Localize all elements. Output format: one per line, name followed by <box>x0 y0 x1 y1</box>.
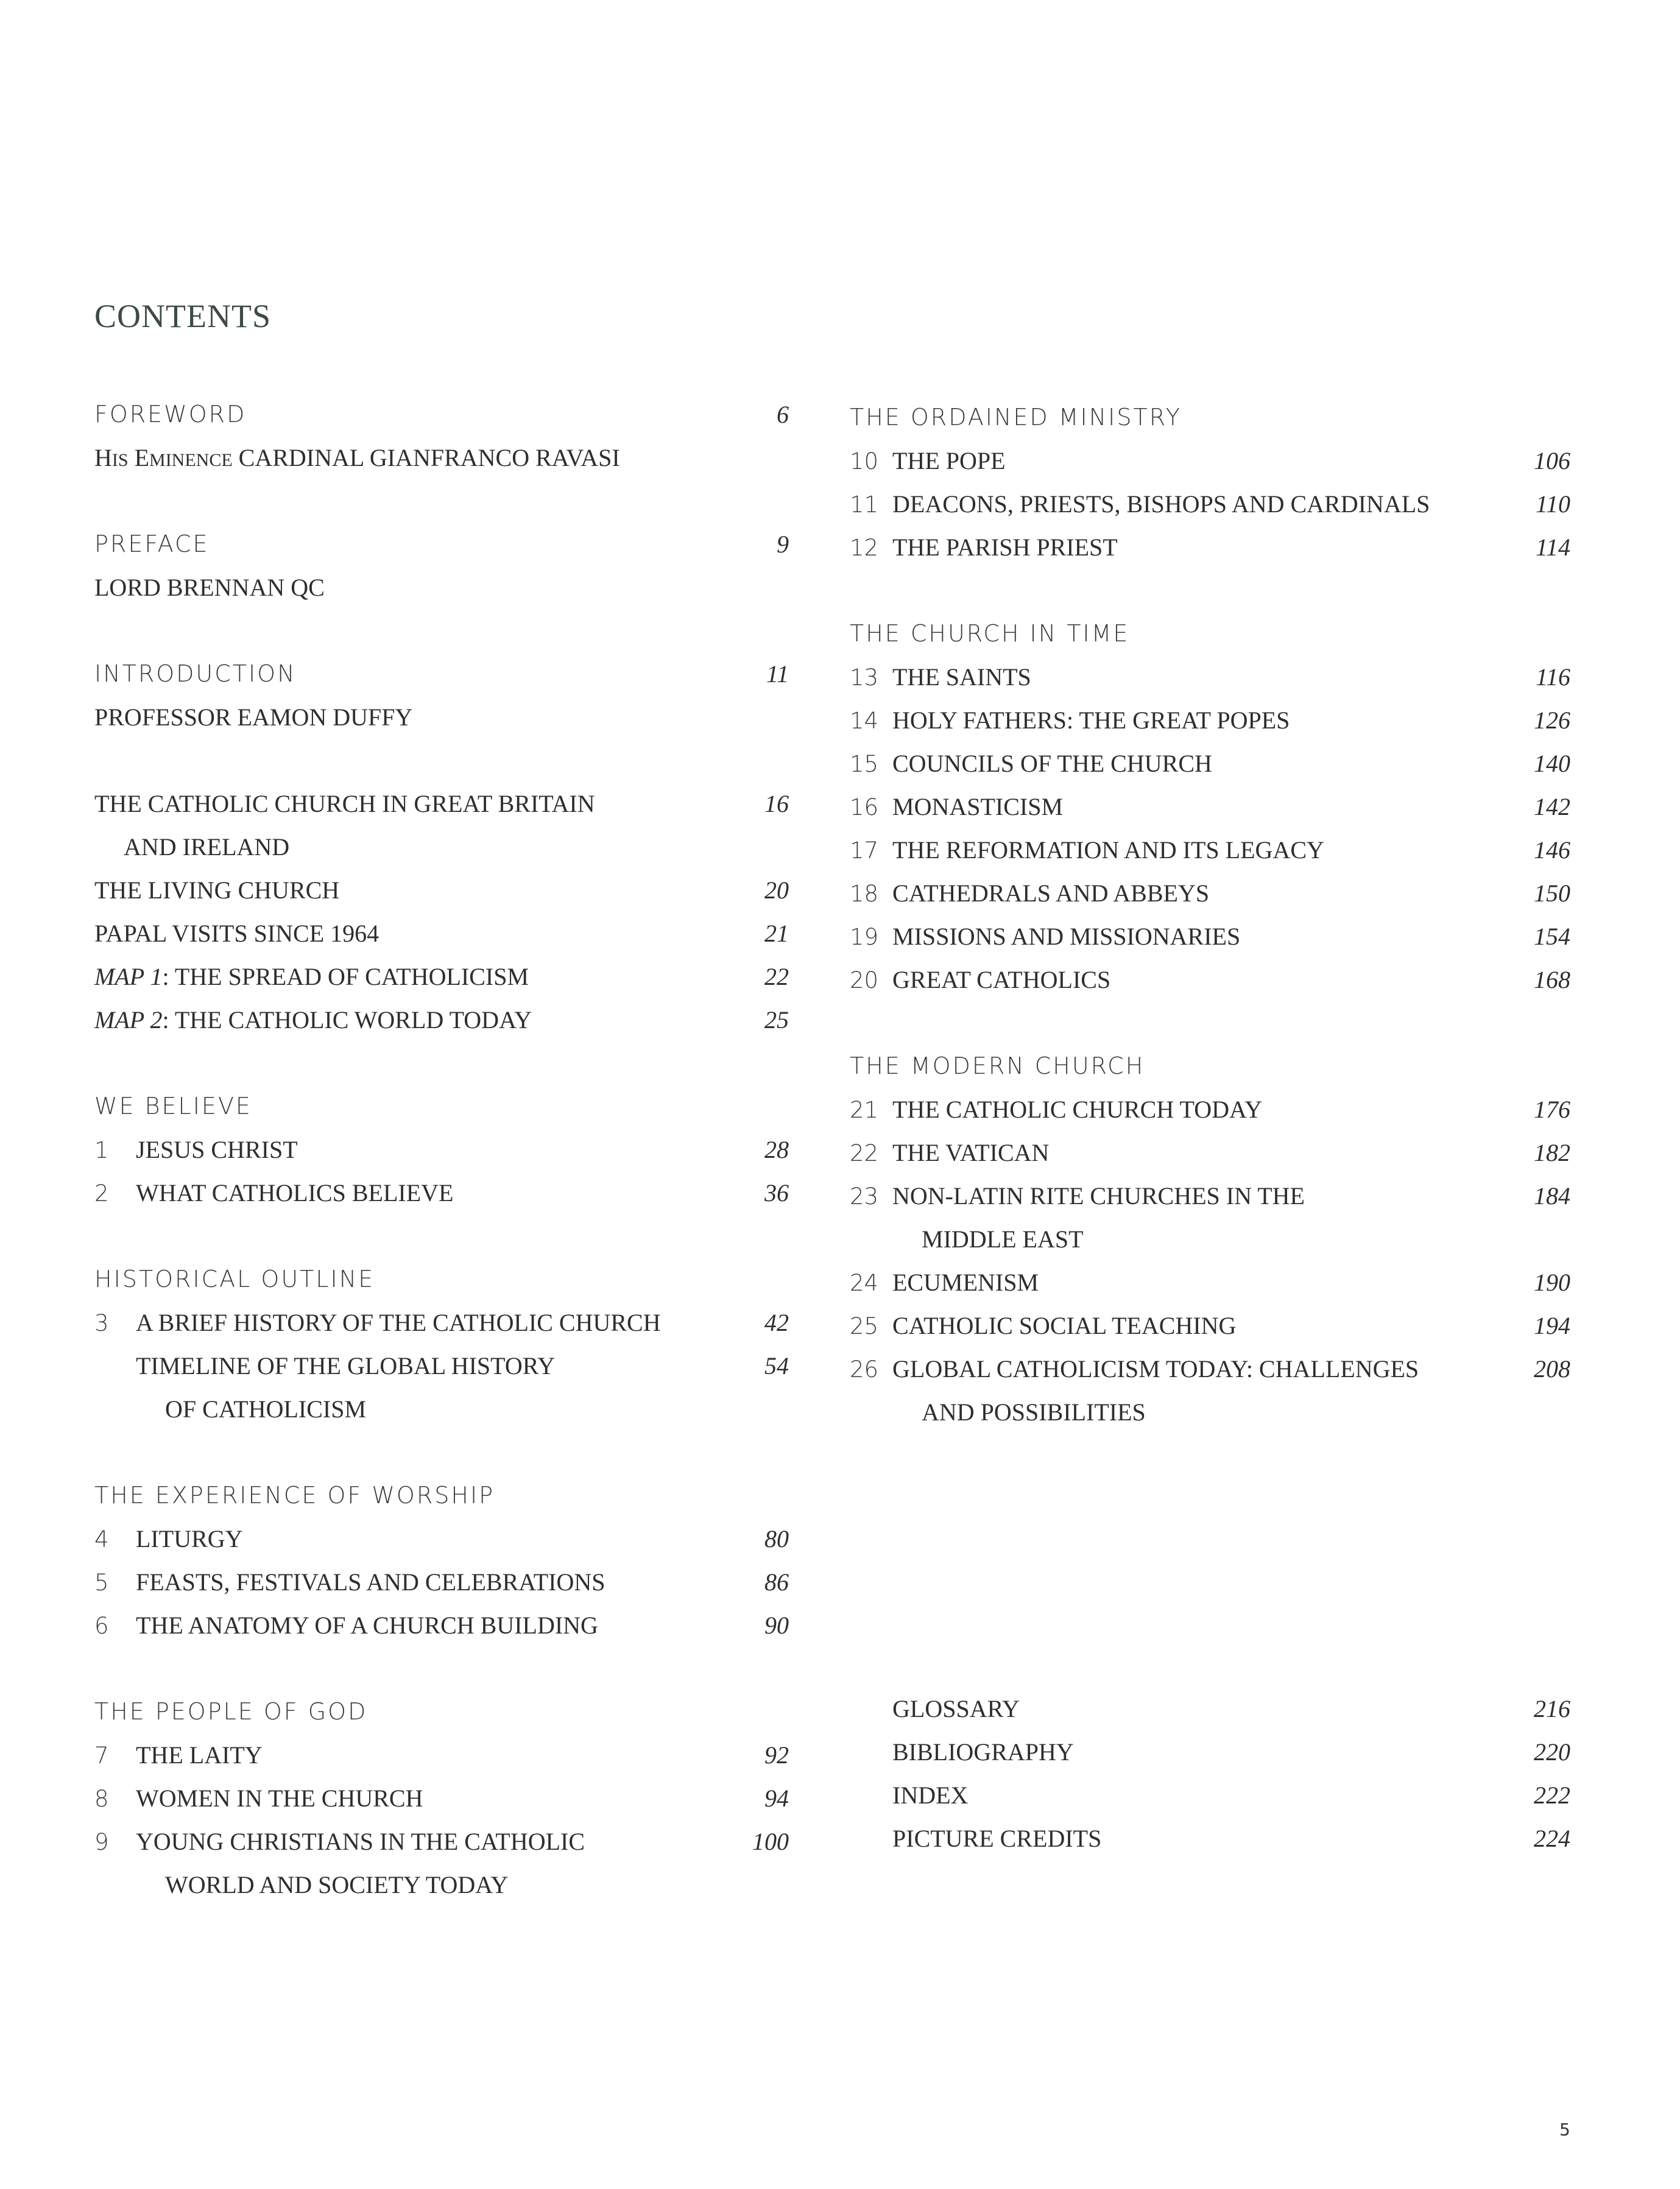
page-title: CONTENTS <box>94 298 271 334</box>
entry-continuation: OF CATHOLICISM <box>165 1395 367 1423</box>
page-ref: 106 <box>1534 447 1570 474</box>
chapter-number: 21 <box>850 1097 879 1123</box>
entry-title: GLOBAL CATHOLICISM TODAY: CHALLENGES <box>892 1355 1419 1383</box>
toc-entry-glossary[interactable] <box>850 1687 1570 1730</box>
toc-entry[interactable] <box>94 1733 789 1777</box>
entry-continuation: AND IRELAND <box>124 833 290 861</box>
page-ref: 168 <box>1534 966 1570 993</box>
page-ref: 220 <box>1534 1738 1570 1766</box>
entry-title: THE REFORMATION AND ITS LEGACY <box>892 836 1324 864</box>
toc-entry[interactable] <box>850 1347 1570 1391</box>
toc-entry-foreword[interactable] <box>94 393 789 436</box>
section-preface <box>94 523 789 609</box>
toc-entry[interactable] <box>850 828 1570 872</box>
chapter-number: 13 <box>850 664 879 691</box>
toc-entry[interactable] <box>850 482 1570 526</box>
entry-title: CATHOLIC SOCIAL TEACHING <box>892 1312 1237 1339</box>
page-ref: 110 <box>1535 490 1570 518</box>
section-we-believe <box>94 1085 789 1214</box>
entry-title: THE CATHOLIC CHURCH TODAY <box>892 1096 1263 1123</box>
page-ref: 20 <box>764 876 789 904</box>
toc-entry[interactable] <box>94 782 789 825</box>
toc-entry[interactable] <box>94 869 789 912</box>
chapter-number: 10 <box>850 448 879 474</box>
section-heading: THE EXPERIENCE OF WORSHIP <box>94 1482 495 1509</box>
entry-title: WHAT CATHOLICS BELIEVE <box>136 1179 454 1207</box>
toc-entry[interactable] <box>850 742 1570 785</box>
toc-entry[interactable] <box>94 1517 789 1560</box>
toc-entry-introduction[interactable] <box>94 652 789 696</box>
entry-title: THE ANATOMY OF A CHURCH BUILDING <box>136 1612 598 1639</box>
entry-title: LITURGY <box>136 1525 243 1553</box>
entry-title: A BRIEF HISTORY OF THE CATHOLIC CHURCH <box>136 1309 661 1336</box>
page-ref: 176 <box>1534 1096 1570 1123</box>
entry-title: INDEX <box>892 1782 969 1809</box>
section-modern-church <box>850 1045 1570 1434</box>
page-ref: 42 <box>764 1309 789 1336</box>
section-people-of-god <box>94 1690 789 1906</box>
toc-entry[interactable] <box>850 526 1570 569</box>
entry-title: BIBLIOGRAPHY <box>892 1738 1074 1766</box>
toc-entry[interactable] <box>94 955 789 998</box>
section-heading: PREFACE <box>94 531 210 557</box>
page-ref: 9 <box>777 531 789 558</box>
entry-title: : THE CATHOLIC WORLD TODAY <box>162 1006 532 1034</box>
entry-continuation: AND POSSIBILITIES <box>922 1398 1146 1426</box>
chapter-number: 26 <box>850 1356 879 1383</box>
honorific-initial: E <box>134 444 150 471</box>
honorific-smallcaps: IS <box>111 450 129 470</box>
chapter-number: 11 <box>850 492 879 518</box>
toc-entry[interactable] <box>94 998 789 1042</box>
toc-entry[interactable] <box>850 958 1570 1001</box>
section-foreword <box>94 393 789 479</box>
chapter-number: 3 <box>94 1310 109 1336</box>
page-ref: 140 <box>1534 750 1570 777</box>
toc-entry[interactable] <box>94 1301 789 1344</box>
page-ref: 216 <box>1534 1695 1570 1722</box>
page-number: 5 <box>1559 2120 1570 2140</box>
map-label: MAP 1 <box>94 963 163 990</box>
section-church-in-time <box>850 612 1570 1001</box>
page-ref: 184 <box>1534 1182 1570 1210</box>
page-ref: 16 <box>764 790 789 817</box>
toc-entry[interactable] <box>94 1171 789 1214</box>
chapter-number: 12 <box>850 535 879 561</box>
page-ref: 28 <box>764 1136 789 1163</box>
section-heading: HISTORICAL OUTLINE <box>94 1266 375 1292</box>
page-ref: 22 <box>764 963 789 990</box>
entry-title: YOUNG CHRISTIANS IN THE CATHOLIC <box>136 1828 585 1855</box>
section-heading: THE PEOPLE OF GOD <box>94 1698 368 1725</box>
page-ref: 142 <box>1534 793 1570 820</box>
chapter-number: 14 <box>850 708 879 734</box>
toc-entry[interactable] <box>94 1820 789 1863</box>
toc-entry[interactable] <box>850 439 1570 482</box>
toc-entry[interactable] <box>94 1128 789 1171</box>
entry-title: THE PARISH PRIEST <box>892 534 1118 561</box>
section-heading: WE BELIEVE <box>94 1093 252 1119</box>
page-ref: 194 <box>1534 1312 1570 1339</box>
section-heading: INTRODUCTION <box>94 660 297 687</box>
author-name: CARDINAL GIANFRANCO RAVASI <box>238 444 620 471</box>
toc-entry[interactable] <box>94 912 789 955</box>
page-ref: 54 <box>764 1352 789 1380</box>
entry-title: TIMELINE OF THE GLOBAL HISTORY <box>136 1352 556 1380</box>
entry-title: MISSIONS AND MISSIONARIES <box>892 923 1241 950</box>
section-introduction <box>94 652 789 739</box>
entry-title: WOMEN IN THE CHURCH <box>136 1785 423 1812</box>
contents-right-column <box>850 396 1570 1477</box>
toc-entry-index[interactable] <box>850 1774 1570 1817</box>
page-ref: 116 <box>1535 663 1570 691</box>
toc-entry[interactable] <box>850 1131 1570 1174</box>
section-experience-of-worship <box>94 1474 789 1647</box>
section-heading: THE ORDAINED MINISTRY <box>850 404 1182 431</box>
entry-title: PAPAL VISITS SINCE 1964 <box>94 920 379 947</box>
entry-title: JESUS CHRIST <box>136 1136 298 1163</box>
page-ref: 86 <box>764 1568 789 1596</box>
entry-title: HOLY FATHERS: THE GREAT POPES <box>892 707 1290 734</box>
chapter-number: 16 <box>850 794 879 820</box>
toc-entry-bibliography[interactable] <box>850 1730 1570 1774</box>
page-ref: 224 <box>1534 1825 1570 1852</box>
page-ref: 11 <box>766 660 789 688</box>
entry-title: THE POPE <box>892 447 1006 474</box>
page-ref: 126 <box>1534 707 1570 734</box>
back-matter-list <box>850 1687 1570 1860</box>
chapter-number: 20 <box>850 967 879 993</box>
page-ref: 182 <box>1534 1139 1570 1166</box>
section-ordained-ministry <box>850 396 1570 569</box>
entry-title: PICTURE CREDITS <box>892 1825 1102 1852</box>
chapter-number: 18 <box>850 881 879 907</box>
page-ref: 21 <box>764 920 789 947</box>
page-ref: 6 <box>777 401 789 428</box>
chapter-number: 19 <box>850 924 879 950</box>
honorific-initial: H <box>94 444 112 471</box>
entry-title: NON-LATIN RITE CHURCHES IN THE <box>892 1182 1305 1210</box>
foreword-author <box>94 436 789 479</box>
section-front-matter <box>94 782 789 1042</box>
page-ref: 100 <box>752 1828 789 1855</box>
section-heading: THE MODERN CHURCH <box>850 1052 1145 1079</box>
page-ref: 90 <box>764 1612 789 1639</box>
entry-title: THE SAINTS <box>892 663 1031 691</box>
contents-left-column <box>94 393 789 1950</box>
entry-title: COUNCILS OF THE CHURCH <box>892 750 1212 777</box>
entry-continuation: MIDDLE EAST <box>922 1225 1084 1253</box>
page-ref: 150 <box>1534 879 1570 907</box>
entry-title: CATHEDRALS AND ABBEYS <box>892 879 1210 907</box>
page-ref: 222 <box>1534 1782 1570 1809</box>
entry-title: ECUMENISM <box>892 1269 1039 1296</box>
toc-entry[interactable] <box>94 1560 789 1604</box>
chapter-number: 25 <box>850 1313 879 1339</box>
chapter-number: 23 <box>850 1183 879 1210</box>
toc-entry[interactable] <box>850 699 1570 742</box>
page-ref: 25 <box>764 1006 789 1034</box>
page-ref: 190 <box>1534 1269 1570 1296</box>
entry-continuation: WORLD AND SOCIETY TODAY <box>165 1871 509 1898</box>
chapter-number: 7 <box>94 1743 109 1769</box>
entry-title: THE CATHOLIC CHURCH IN GREAT BRITAIN <box>94 790 595 817</box>
chapter-number: 5 <box>94 1570 109 1596</box>
page-ref: 154 <box>1534 923 1570 950</box>
entry-title: MONASTICISM <box>892 793 1064 820</box>
toc-entry[interactable] <box>850 1088 1570 1131</box>
toc-entry[interactable] <box>94 1777 789 1820</box>
chapter-number: 17 <box>850 837 879 864</box>
entry-title: DEACONS, PRIESTS, BISHOPS AND CARDINALS <box>892 490 1430 518</box>
chapter-number: 4 <box>94 1526 109 1553</box>
toc-entry[interactable] <box>850 872 1570 915</box>
preface-author: LORD BRENNAN QC <box>94 574 325 601</box>
chapter-number: 2 <box>94 1180 109 1207</box>
chapter-number: 24 <box>850 1270 879 1296</box>
toc-entry[interactable] <box>850 915 1570 958</box>
page-ref: 114 <box>1535 534 1570 561</box>
section-historical-outline <box>94 1258 789 1431</box>
chapter-number: 1 <box>94 1137 109 1163</box>
chapter-number: 22 <box>850 1140 879 1166</box>
entry-title: THE LAITY <box>136 1741 263 1769</box>
honorific-smallcaps: MINENCE <box>149 450 233 470</box>
toc-entry[interactable] <box>94 1344 789 1387</box>
map-label: MAP 2 <box>94 1006 163 1034</box>
chapter-number: 8 <box>94 1786 109 1812</box>
section-heading: THE CHURCH IN TIME <box>850 620 1130 647</box>
toc-entry-preface[interactable] <box>94 523 789 566</box>
toc-entry[interactable] <box>850 1261 1570 1304</box>
toc-entry[interactable] <box>850 1174 1570 1218</box>
entry-title: THE VATICAN <box>892 1139 1050 1166</box>
page-ref: 36 <box>764 1179 789 1207</box>
page-ref: 80 <box>764 1525 789 1553</box>
entry-title: THE LIVING CHURCH <box>94 876 340 904</box>
section-heading: FOREWORD <box>94 401 247 428</box>
page-ref: 146 <box>1534 836 1570 864</box>
chapter-number: 6 <box>94 1613 109 1639</box>
page-ref: 208 <box>1534 1355 1570 1383</box>
entry-title: GLOSSARY <box>892 1695 1020 1722</box>
toc-entry[interactable] <box>94 1604 789 1647</box>
chapter-number: 15 <box>850 751 879 777</box>
entry-title: FEASTS, FESTIVALS AND CELEBRATIONS <box>136 1568 605 1596</box>
toc-entry[interactable] <box>850 785 1570 828</box>
page-ref: 94 <box>764 1785 789 1812</box>
page-ref: 92 <box>764 1741 789 1769</box>
toc-entry[interactable] <box>850 655 1570 699</box>
introduction-author: PROFESSOR EAMON DUFFY <box>94 703 413 731</box>
toc-entry-picture-credits[interactable] <box>850 1817 1570 1860</box>
toc-entry[interactable] <box>850 1304 1570 1347</box>
chapter-number: 9 <box>94 1829 109 1855</box>
entry-title: GREAT CATHOLICS <box>892 966 1111 993</box>
entry-title: : THE SPREAD OF CATHOLICISM <box>162 963 529 990</box>
